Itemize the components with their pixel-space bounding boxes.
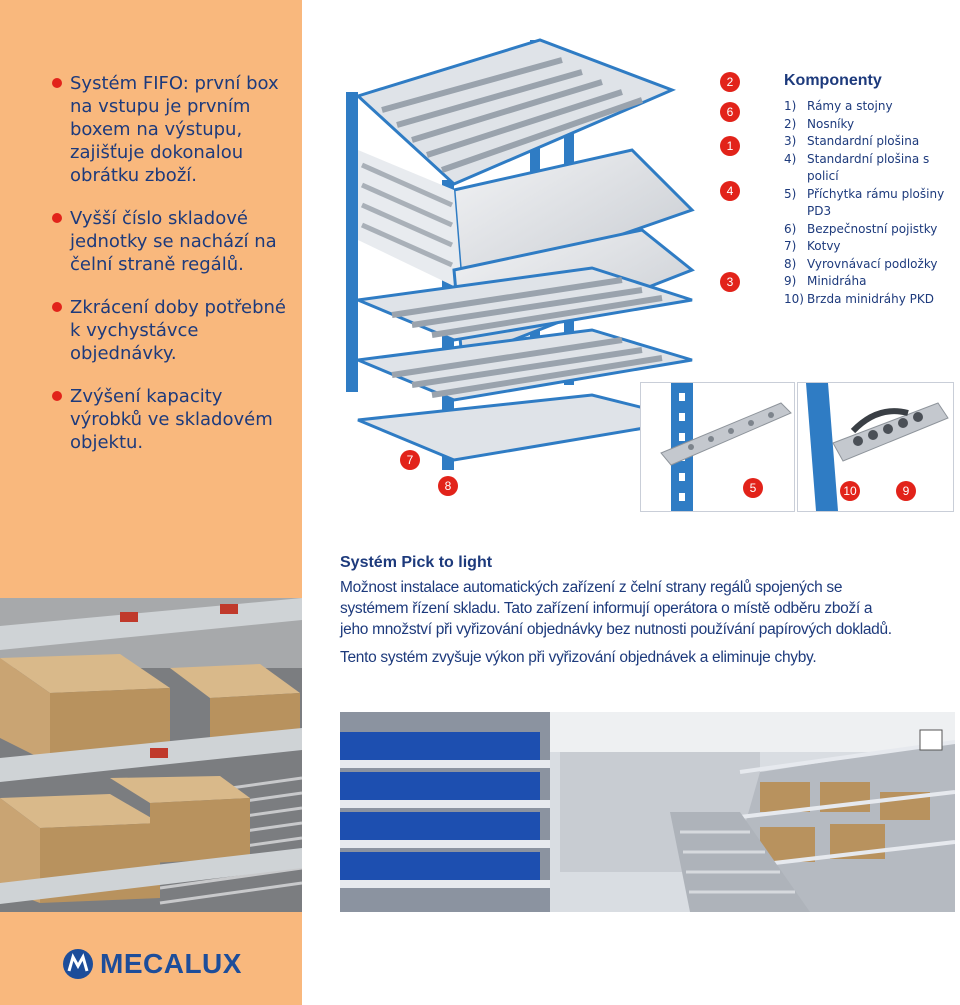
benefit-item: Zkrácení doby potřebné k vychystávce objednávky. xyxy=(52,296,292,365)
warehouse-photo-left xyxy=(0,598,302,912)
components-panel xyxy=(784,72,954,308)
callout-1: 1 xyxy=(720,136,740,156)
component-item: 1) Rámy a stojny xyxy=(784,99,893,113)
callout-6: 6 xyxy=(720,102,740,122)
callout-5: 5 xyxy=(743,478,763,498)
benefits-list xyxy=(52,72,292,474)
callout-4: 4 xyxy=(720,181,740,201)
detail-frame-clip xyxy=(640,382,795,512)
callout-7: 7 xyxy=(400,450,420,470)
callout-9: 9 xyxy=(896,481,916,501)
pick-to-light-paragraph: Možnost instalace automatických zařízení z čelní strany regálů spojených se systémem řízení skladu. Tato zařízení informují operátora o místě odběru zboží a jeho množství při vyřizování objednávky bez nutnosti používání papírových dokladů. xyxy=(340,579,892,638)
component-item: 3) Standardní plošina xyxy=(784,134,920,148)
mecalux-logo-text: MECALUX xyxy=(100,948,242,979)
pick-to-light-conclusion: Tento systém zvyšuje výkon při vyřizování objednávek a eliminuje chyby. xyxy=(340,649,817,666)
sidebar xyxy=(0,0,302,1005)
benefit-item: Systém FIFO: první box na vstupu je prvním boxem na výstupu, zajišťuje dokonalou obrátku zboží. xyxy=(52,72,292,187)
warehouse-photo-right xyxy=(340,712,955,912)
components-list xyxy=(784,98,954,308)
callout-3: 3 xyxy=(720,272,740,292)
component-item: 2) Nosníky xyxy=(784,116,855,131)
callout-10: 10 xyxy=(840,481,860,501)
component-item: 7) Kotvy xyxy=(784,239,841,253)
benefit-item: Vyšší číslo skladové jednotky se nachází na čelní straně regálů. xyxy=(52,207,292,276)
callout-8: 8 xyxy=(438,476,458,496)
component-item: 4) Standardní plošina s policí xyxy=(784,151,930,183)
components-title: Komponenty xyxy=(784,72,882,89)
component-item: 9) Minidráha xyxy=(784,274,867,288)
mecalux-logo-icon xyxy=(62,948,94,980)
detail-minirail xyxy=(797,382,954,512)
mecalux-logo xyxy=(62,948,242,980)
pick-to-light-title: Systém Pick to light xyxy=(340,554,493,571)
callout-2: 2 xyxy=(720,72,740,92)
component-item: 5) Příchytka rámu plošiny PD3 xyxy=(784,186,945,218)
component-item: 6) Bezpečnostní pojistky xyxy=(784,221,938,236)
benefit-item: Zvýšení kapacity výrobků ve skladovém objektu. xyxy=(52,385,292,454)
component-item: 10) Brzda minidráhy PKD xyxy=(784,291,934,306)
component-item: 8) Vyrovnávací podložky xyxy=(784,256,938,271)
